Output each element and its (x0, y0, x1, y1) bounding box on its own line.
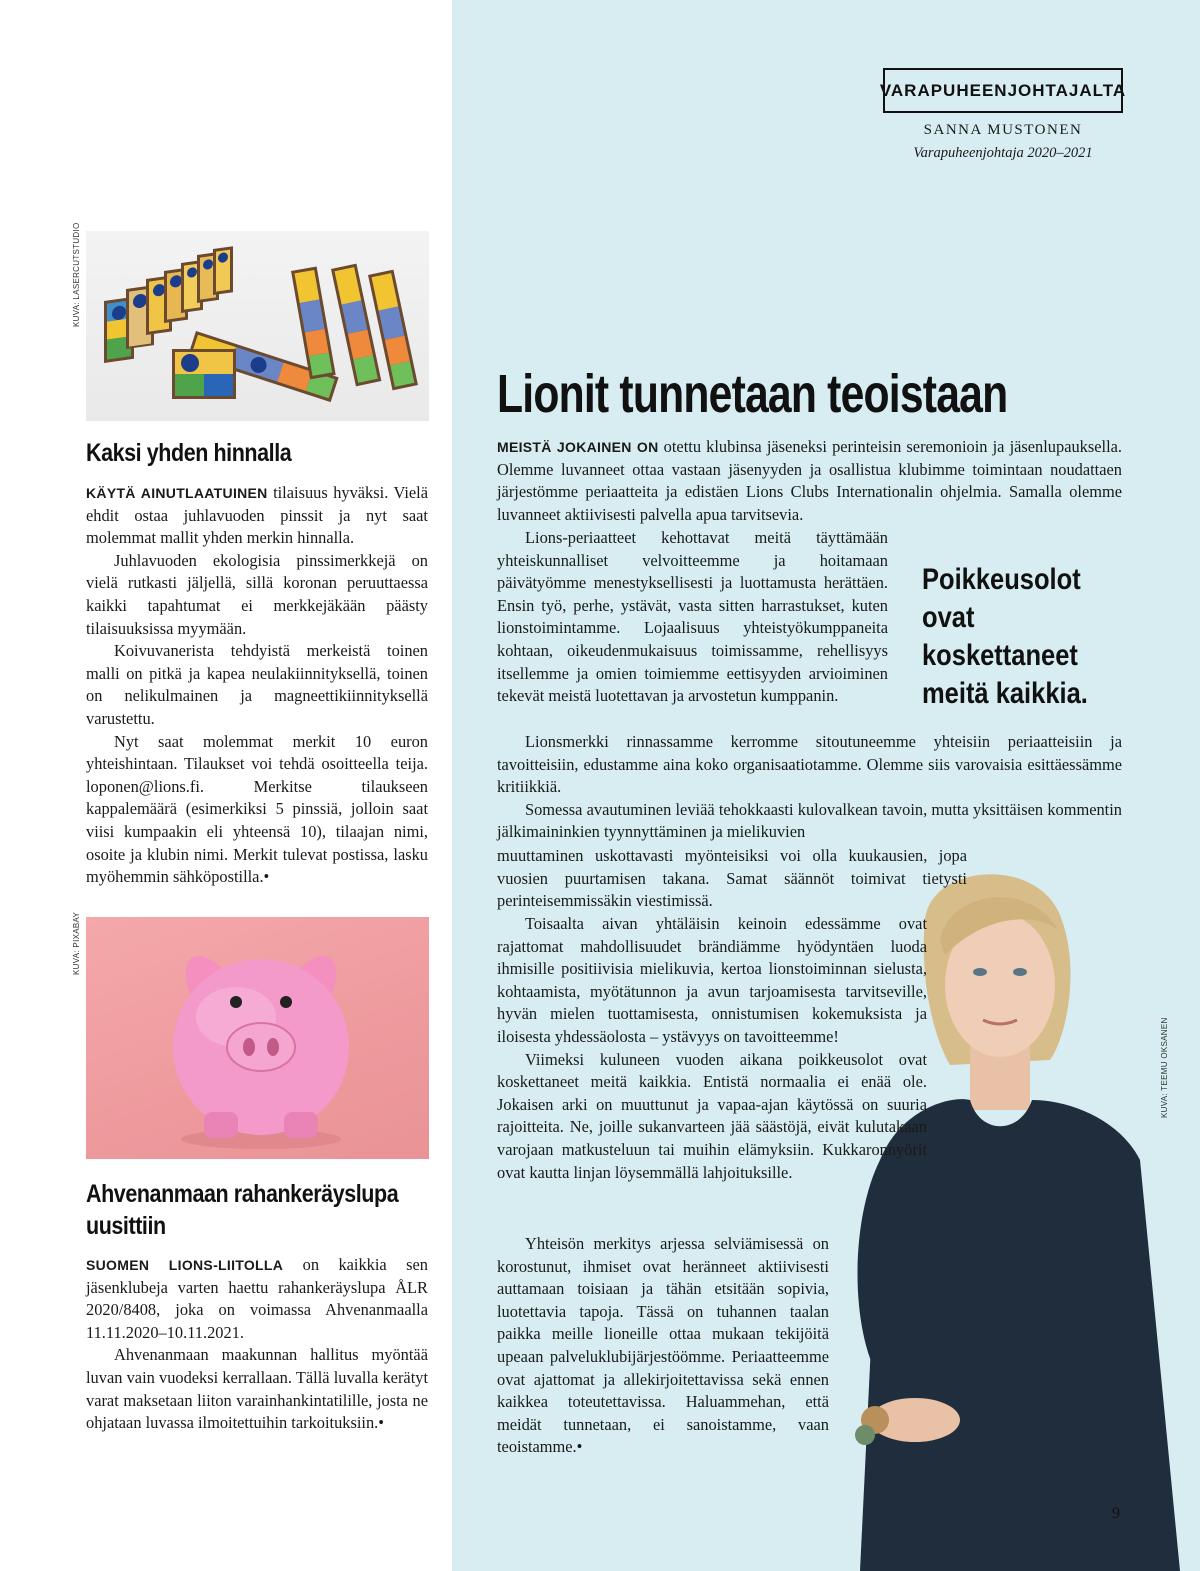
main-p1: MEISTÄ JOKAINEN ON otettu klubinsa jäseneksi perinteisin seremonioin ja jäsenlupauksella. Olemme luvanneet ottaa vastaan jäsenyyden ja osallistua klubimme toimintaan noudattaen järjestömme periaatteita ja edistäen Lions Clubs Internationalin ohjelmia. Samalla olemme luvanneet aktiivisesti palvella apua tarvitsevia. (497, 437, 1122, 524)
article2-p1 (86, 1254, 428, 1344)
article1-lead: KÄYTÄ AINUTLAATUINEN (86, 485, 268, 501)
article1-title: Kaksi yhden hinnalla (86, 439, 292, 467)
main-title: Lionit tunnetaan teoistaan (497, 364, 1008, 424)
main-p6: Viimeksi kuluneen vuoden aikana poikkeusolot ovat koskettaneet meitä kaikkia. Entistä normaalia ei enää ole. Jokaisen arki on muuttunut ja vapaa-ajan käytössä on suuria rajoitteita. Ne, joille sukanvarteen jää säästöjä, eivät kulutakaan varojaan matkusteluun tai muihin elämyksiin. Kukkaronnyörit ovat kautta linjan löysemmällä lahjoituksille. (497, 1049, 927, 1182)
main-lead: MEISTÄ JOKAINEN ON (497, 439, 659, 455)
main-p3: Lionsmerkki rinnassamme kerromme sitoutuneemme yhteisiin periaatteisiin ja tavoitteisiin, edustamme aina koko organisaatiotamme. Olemme siis varovaisia esittäessämme kritiikkiä. (497, 732, 1122, 797)
article2-title-line2: uusittiin (86, 1212, 166, 1240)
left-column (0, 0, 452, 1571)
main-p4b: muuttaminen uskottavasti myönteisiksi voi olla kuukausien, jopa vuosien puurtamisen takana. Samat säännöt toimivat tietysti perinteisemmissäkin viestimissä. (497, 846, 967, 911)
main-p4: Somessa avautuminen leviää tehokkaasti kulovalkean tavoin, mutta yksittäisen kommentin jälkimaininkien tyynnyttäminen ja mielikuvien (497, 799, 1122, 842)
article2-body (86, 1254, 428, 1435)
main-body-top (497, 436, 1122, 526)
article1-body (86, 482, 428, 889)
pins-photo (86, 231, 429, 421)
piggy-bank-photo (86, 917, 429, 1159)
photo-credit-pig: KUVA: PIXABAY (72, 911, 81, 975)
article1-p3: Koivuvanerista tehdyistä merkeistä toinen malli on pitkä ja kapea neulakiinnityksellä, toinen on nelikulmainen ja magneettikiinnityksellä varustettu. (86, 641, 428, 728)
author-role: Varapuheenjohtaja 2020–2021 (913, 145, 1093, 161)
article2-p1-text: on kaikkia sen jäsenklubeja varten haettu rahankeräyslupa ÅLR 2020/8408, joka on voimassa Ahvenanmaalla 11.11.2020–10.11.2021. (86, 1255, 429, 1342)
article2-p2: Ahvenanmaan maakunnan hallitus myöntää luvan vain vuodeksi kerrallaan. Tällä luvalla kerätyt varat maksetaan liiton varainhankintatilille, josta ne ohjataan luvassa ilmoitettuihin tarkoituksiin.• (86, 1345, 428, 1433)
author-name: SANNA MUSTONEN (923, 122, 1083, 138)
article1-p1-text: tilaisuus hyväksi. Vielä ehdit ostaa juhlavuoden pinssit ja nyt saat molemmat mallit yhden merkin hinnalla. (86, 483, 428, 548)
article1-p1 (86, 482, 428, 550)
main-body-end (497, 1233, 829, 1459)
main-p2: Lions-periaatteet kehottavat meitä täyttämään yhteiskunnalliset velvoitteemme ja hoitamaan päivätyömme menestyksellisesti ja luottamusta herättäen. Ensin työ, perhe, ystävät, vasta sitten harrastukset, kuten lionstoimintamme. Lojaalisuus yhteistyökumppaneita kohtaan, oikeudenmukaisuus toimissamme, rehellisyys itsellemme ja omien toimiemme eettisyyden arvioiminen tekevät meistä luotettavan ja arvostetun kumppanin. (497, 528, 888, 706)
page-number: 9 (1112, 1505, 1120, 1522)
article2-lead: SUOMEN LIONS-LIITOLLA (86, 1257, 284, 1273)
pull-quote: Poikkeusolot ovat koskettaneet meitä kaikkia. (922, 563, 1088, 710)
main-p7: Yhteisön merkitys arjessa selviämisessä on korostunut, ihmiset ovat heränneet aktiivisesti auttamaan toisiaan ja tähän etsitään sopivia, luotettavia tapoja. Tässä on tuhannen taalan paikka meille lioneille ottaa mukaan tekijöitä upeaan palveluklubijärjestöömme. Periaatteemme ovat ajattomat ja allekirjoitettavissa sekä ennen kaikkea toteutettavissa. Haluammehan, että meidät tunnetaan, ei sanoistamme, vaan teoistamme.• (497, 1234, 829, 1457)
section-label: VARAPUHEENJOHTAJALTA (883, 68, 1123, 113)
main-p5: Toisaalta aivan yhtäläisin keinoin edessämme ovat rajattomat mahdollisuudet brändiämme hyödyntäen luoda ihmisille positiivisia mielikuvia, kertoa lionstoiminnan sielusta, kohtaamista, myötätunnon ja avun tarjoamisesta tarvitseville, hyvän mielen tuottamisesta, onnistumisen kokemuksista ja iloisesta yhdessäolosta – ystävyys on tavoitteemme! (497, 914, 927, 1046)
article1-p4: Nyt saat molemmat merkit 10 euron yhteishintaan. Tilaukset voi tehdä osoitteella teija. loponen@lions.fi. Merkitse tilaukseen kappalemäärä (esimerkiksi 5 pinssiä, jolloin saat viisi kumpaakin eli yhteensä 10), tilaajan nimi, osoite ja klubin nimi. Merkit tulevat postissa, lasku myöhemmin sähköpostilla.• (86, 731, 428, 887)
article2-title (86, 1178, 398, 1242)
main-body-wrap (497, 845, 967, 913)
main-body-narrow (497, 527, 888, 708)
article2-title-line1: Ahvenanmaan rahankeräyslupa (86, 1180, 399, 1208)
main-body-lower (497, 913, 927, 1184)
photo-credit-portrait: KUVA: TEEMU OKSANEN (1160, 1017, 1169, 1118)
article1-p2: Juhlavuoden ekologisia pinssimerkkejä on vielä rutkasti jäljellä, sillä koronan peruuttaessa kaikki tapahtumat ei merkkejäkään päästy tilaisuuksissa myymään. (86, 550, 428, 638)
main-body-mid (497, 731, 1122, 844)
photo-credit-pins: KUVA: LASERCUTSTUDIO (72, 222, 81, 327)
